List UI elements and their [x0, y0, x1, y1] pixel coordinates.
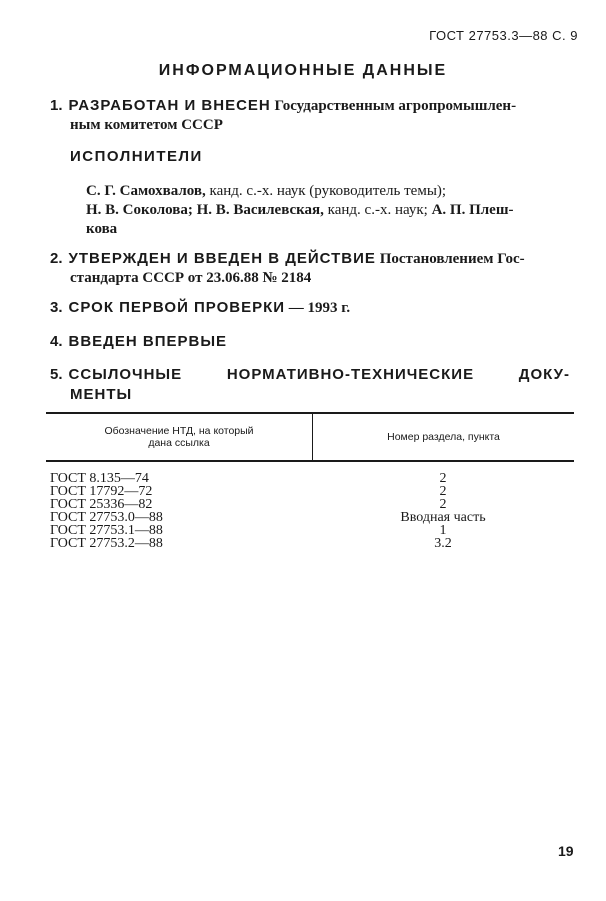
doc-cell: ГОСТ 25336—82	[50, 497, 153, 512]
author-name: С. Г. Самохвалов,	[86, 183, 206, 199]
item-heading: СРОК ПЕРВОЙ ПРОВЕРКИ	[68, 299, 286, 316]
section-cell: 2	[439, 497, 447, 512]
section-cell: 1	[439, 523, 447, 538]
item-text: — 1993 г.	[288, 300, 351, 316]
item-number: 4.	[50, 333, 63, 350]
page-number: 19	[558, 843, 574, 859]
column-header-document	[46, 414, 313, 460]
item-number: 2.	[50, 250, 63, 267]
item-number: 1.	[50, 97, 63, 114]
author-name: Н. В. Соколова;	[86, 202, 193, 218]
page-header: ГОСТ 27753.3—88 С. 9	[429, 28, 578, 43]
item-heading: УТВЕРЖДЕН И ВВЕДЕН В ДЕЙСТВИЕ	[68, 250, 376, 267]
item-references	[50, 365, 580, 404]
doc-cell: ГОСТ 27753.0—88	[50, 510, 163, 525]
doc-cell: ГОСТ 17792—72	[50, 484, 153, 499]
item-number: 3.	[50, 299, 63, 316]
item-heading-word: НОРМАТИВНО-ТЕХНИЧЕСКИЕ	[226, 366, 475, 383]
executors-list	[86, 182, 576, 239]
item-number: 5.	[50, 366, 63, 383]
table-header	[46, 414, 574, 462]
item-heading-word: ССЫЛОЧНЫЕ	[68, 366, 183, 383]
item-text: Государственным агропромышлен-	[274, 98, 517, 114]
author-name: Н. В. Василевская,	[196, 202, 324, 218]
doc-cell: ГОСТ 27753.1—88	[50, 523, 163, 538]
executors-heading: ИСПОЛНИТЕЛИ	[70, 148, 203, 165]
table-body	[46, 462, 574, 550]
item-heading-continuation: МЕНТЫ	[70, 386, 133, 403]
item-heading: ВВЕДЕН ВПЕРВЫЕ	[68, 333, 228, 350]
author-name-continuation: кова	[86, 221, 118, 237]
author-details: канд. с.-х. наук (руководитель темы);	[209, 183, 447, 199]
item-developed	[50, 96, 580, 135]
section-cell: 3.2	[434, 536, 452, 551]
table-row	[46, 537, 574, 550]
item-text: Постановлением Гос-	[379, 251, 525, 267]
author-name: А. П. Плеш-	[431, 202, 514, 218]
item-review-term	[50, 298, 580, 318]
column-header-line: Обозначение НТД, на который	[104, 425, 254, 437]
item-introduced	[50, 332, 580, 352]
references-table	[46, 412, 574, 550]
section-title: ИНФОРМАЦИОННЫЕ ДАННЫЕ	[158, 62, 448, 79]
section-cell: 2	[439, 484, 447, 499]
item-heading: РАЗРАБОТАН И ВНЕСЕН	[68, 97, 271, 114]
column-header-line: дана ссылка	[148, 437, 210, 449]
item-heading-word: ДОКУ-	[518, 366, 570, 383]
section-cell: 2	[439, 471, 447, 486]
doc-cell: ГОСТ 27753.2—88	[50, 536, 163, 551]
item-approved	[50, 249, 580, 288]
section-cell: Вводная часть	[400, 510, 486, 525]
item-text-continuation: ным комитетом СССР	[70, 117, 223, 133]
doc-cell: ГОСТ 8.135—74	[50, 471, 149, 486]
item-text-continuation: стандарта СССР от 23.06.88 № 2184	[70, 270, 312, 286]
column-header-section: Номер раздела, пункта	[387, 431, 500, 443]
author-details: канд. с.-х. наук;	[327, 202, 428, 218]
